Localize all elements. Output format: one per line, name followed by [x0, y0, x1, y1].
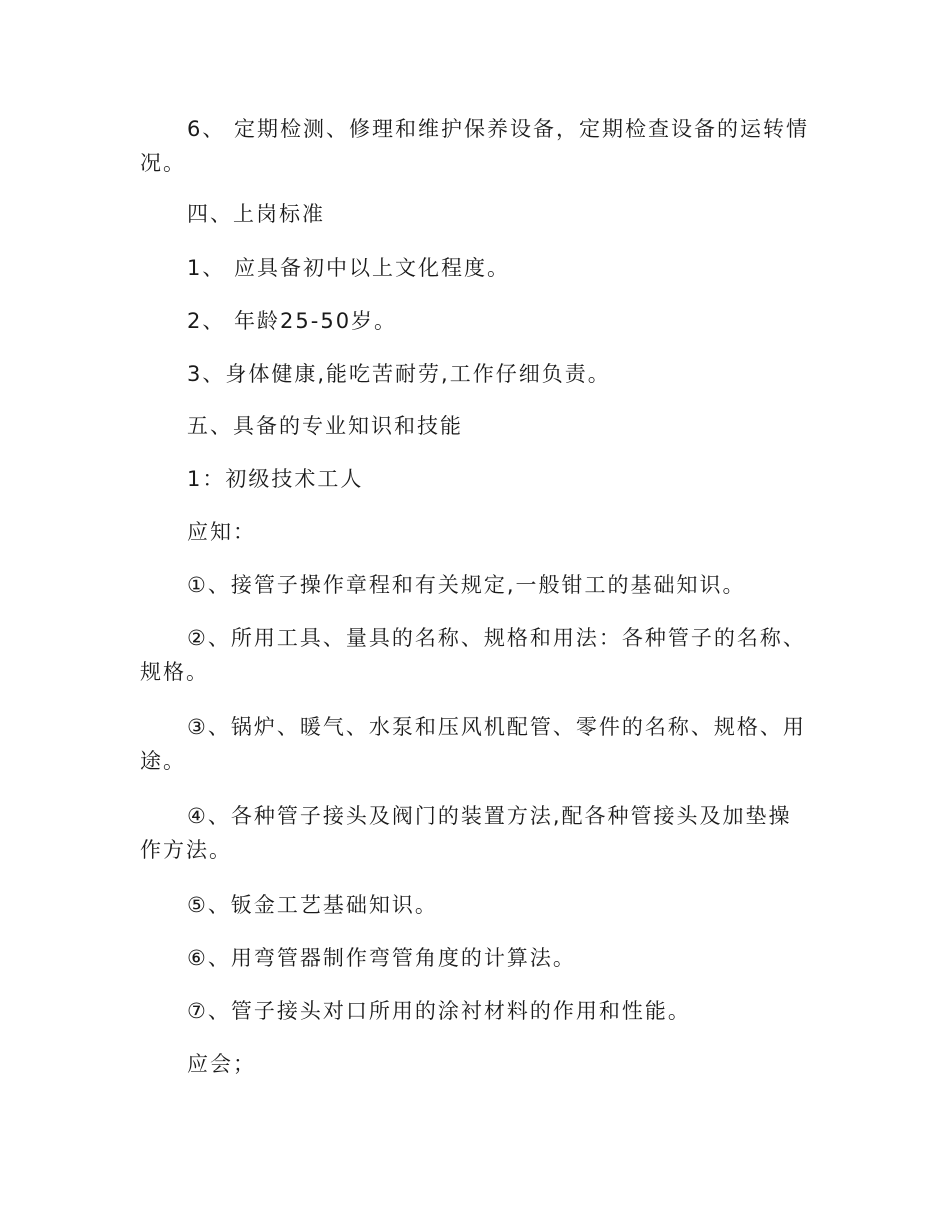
paragraph-item-4: ④、各种管子接头及阀门的装置方法,配各种管接头及加垫操作方法。	[140, 804, 792, 862]
paragraph-item-1: ①、接管子操作章程和有关规定,一般钳工的基础知识。	[187, 573, 746, 597]
paragraph-should-do: 应会；	[187, 1052, 256, 1076]
paragraph-item-2: ②、所用工具、量具的名称、规格和用法：各种管子的名称、规格。	[140, 626, 806, 684]
paragraph-item-7: ⑦、管子接头对口所用的涂衬材料的作用和性能。	[187, 999, 691, 1023]
paragraph-item-3: ③、锅炉、暖气、水泵和压风机配管、零件的名称、规格、用途。	[140, 715, 806, 773]
paragraph-junior-worker: 1：初级技术工人	[187, 467, 364, 491]
heading-job-standards: 四、上岗标准	[187, 202, 325, 226]
heading-skills: 五、具备的专业知识和技能	[187, 414, 463, 438]
paragraph-item-5: ⑤、钣金工艺基础知识。	[187, 893, 438, 917]
paragraph-item-6: ⑥、用弯管器制作弯管角度的计算法。	[187, 946, 576, 970]
paragraph-education: 1、 应具备初中以上文化程度。	[187, 256, 511, 280]
paragraph-maintenance: 6、 定期检测、修理和维护保养设备，定期检查设备的运转情况。	[140, 117, 810, 175]
paragraph-should-know: 应知：	[187, 520, 256, 544]
paragraph-health: 3、身体健康,能吃苦耐劳,工作仔细负责。	[187, 362, 611, 386]
paragraph-age: 2、 年龄25-50岁。	[187, 309, 398, 333]
